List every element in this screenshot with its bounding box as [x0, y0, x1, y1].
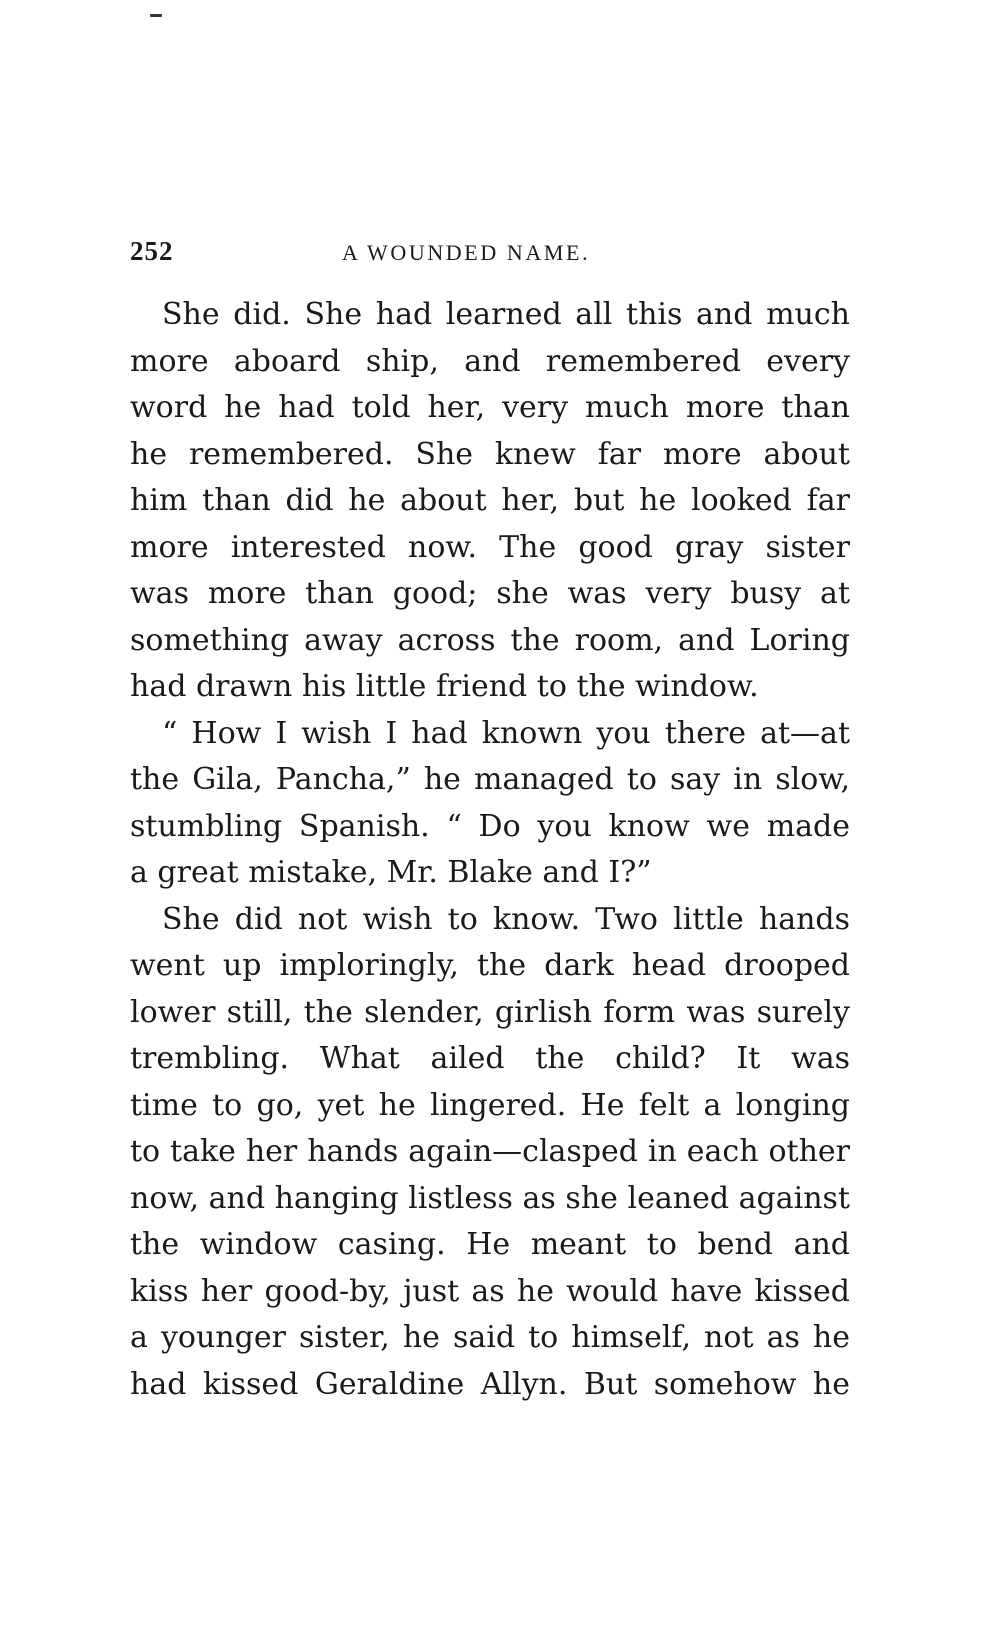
text-line: She did. She had learned all this and much	[162, 297, 850, 332]
page-number: 252	[130, 236, 174, 266]
text-line: had drawn his little friend to the window.	[130, 669, 759, 704]
text-line: now, and hanging listless as she leaned against	[130, 1180, 850, 1216]
paragraph	[130, 292, 850, 711]
text-line: a younger sister, he said to himself, not as he	[130, 1320, 850, 1355]
text-line: She did not wish to know. Two little hands	[162, 901, 850, 937]
body-text	[130, 292, 850, 1408]
text-line: was more than good; she was very busy at	[130, 576, 850, 611]
text-line: to take her hands again—clasped in each other	[130, 1134, 850, 1169]
text-line: the window casing. He meant to bend and	[130, 1227, 850, 1262]
ink-speck	[150, 14, 162, 17]
text-line: had kissed Geraldine Allyn. But somehow he	[130, 1366, 850, 1402]
text-line: stumbling Spanish. “ Do you know we made	[130, 808, 850, 844]
text-line: “ How I wish I had known you there at—at	[162, 715, 850, 751]
text-line: the Gila, Pancha,” he managed to say in slow,	[130, 762, 850, 797]
text-line: trembling. What ailed the child? It was	[130, 1041, 850, 1076]
running-title: A WOUNDED NAME.	[342, 240, 591, 265]
text-line: more interested now. The good gray sister	[130, 529, 850, 565]
text-line: a great mistake, Mr. Blake and I?”	[130, 855, 652, 890]
text-line: more aboard ship, and remembered every	[130, 343, 850, 379]
paragraph	[130, 897, 850, 1409]
text-line: word he had told her, very much more than	[130, 390, 850, 425]
text-line: lower still, the slender, girlish form was surely	[130, 994, 850, 1030]
text-line: he remembered. She knew far more about	[130, 436, 850, 472]
text-line: him than did he about her, but he looked far	[130, 483, 850, 518]
text-line: something away across the room, and Loring	[130, 622, 850, 658]
text-line: time to go, yet he lingered. He felt a longing	[130, 1087, 850, 1123]
page-header	[130, 236, 850, 276]
text-line: kiss her good-by, just as he would have kissed	[130, 1273, 850, 1309]
text-line: went up imploringly, the dark head drooped	[130, 948, 850, 983]
paragraph	[130, 711, 850, 897]
